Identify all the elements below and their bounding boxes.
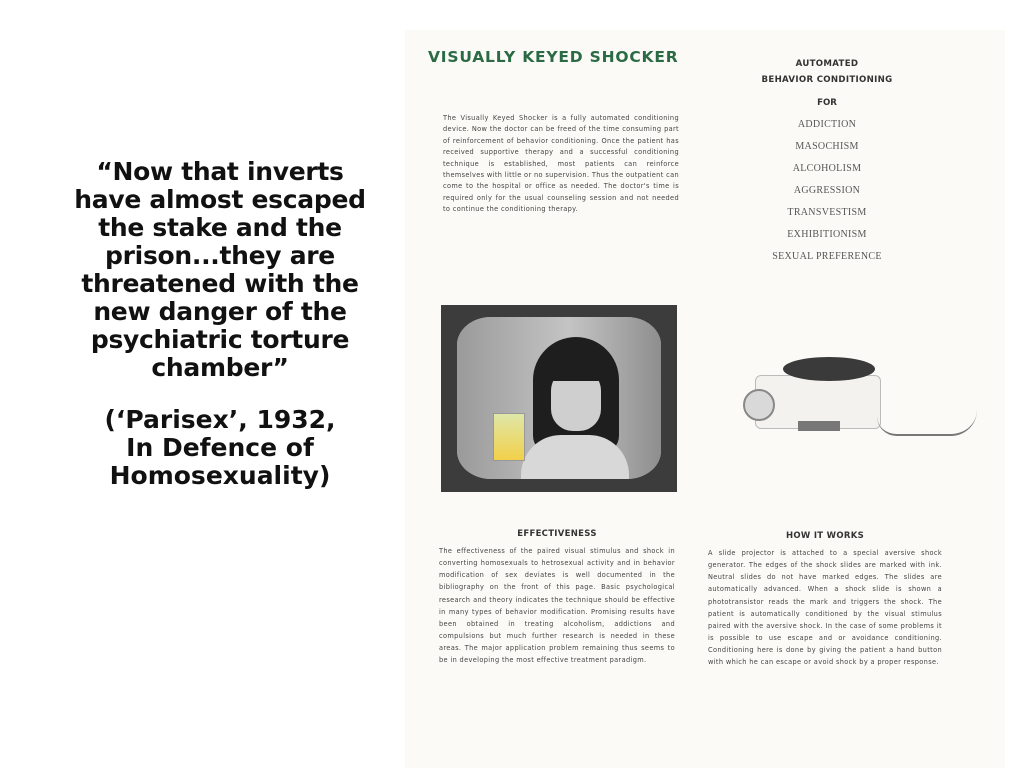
intro-paragraph: The Visually Keyed Shocker is a fully automated conditioning device. Now the doctor can be freed of the time consuming part of reinforcement of behavior conditioning. Once the patient has received supportive therapy and a successful conditioning technique is established, most patients can reinforce themselves with little or no supervision. Thus the outpatient can come to the hospital or office as needed. The doctor's time is required only for the usual counseling session and not needed to continue the conditioning therapy. xyxy=(443,114,679,214)
how-it-works-heading: HOW IT WORKS xyxy=(785,531,865,541)
condition-item: TRANSVESTISM xyxy=(787,207,867,218)
conditions-for-label: FOR xyxy=(817,98,837,108)
condition-item: EXHIBITIONISM xyxy=(787,229,867,240)
how-it-works-body: A slide projector is attached to a special aversive shock generator. The edges of the shock slides are marked with ink. Neutral slides do not have marked edges. The slides are automatically advanced. When a shock slide is shown a phototransistor reads the mark and triggers the shock. The patient is automatically conditioned by the visual stimulus paired with the aversive shock. In the case of some problems it is possible to use escape and or avoidance conditioning. Conditioning here is done by giving the patient a hand button with which he can escape or avoid shock by a proper response. xyxy=(708,549,942,667)
tv-screen xyxy=(457,317,661,479)
conditions-list xyxy=(748,114,906,268)
projector-lens xyxy=(743,389,775,421)
citation-line: In Defence of xyxy=(126,433,314,462)
quote-block xyxy=(60,158,380,490)
conditions-heading-line1: AUTOMATED xyxy=(795,59,859,69)
citation-line: (‘Parisex’, 1932, xyxy=(104,405,336,434)
conditions-panel xyxy=(748,56,906,268)
citation-line: Homosexuality) xyxy=(109,461,331,490)
condition-item: SEXUAL PREFERENCE xyxy=(772,251,882,262)
effectiveness-body: The effectiveness of the paired visual stimulus and shock in converting homosexuals to hetrosexual activity and in behavior modification of sex deviates is well documented in the bibliography on the front of this page. Basic psychological research and theory indicates the technique should be effective in many types of behavior modification. Promising results have been obtained in treating alcoholism, addictions and compulsions but much further research is needed in these areas. The major application problem remaining thus seems to be in developing the most effective treatment paradigm. xyxy=(439,547,675,665)
projector-slide-tray xyxy=(783,357,875,381)
condition-item: ALCOHOLISM xyxy=(792,163,862,174)
condition-item: MASOCHISM xyxy=(795,141,859,152)
woman-bangs xyxy=(547,353,605,381)
effectiveness-section xyxy=(439,529,675,667)
projector-panel xyxy=(798,421,840,431)
quote-text: “Now that inverts have almost escaped the stake and the prison...they are threatened with the new danger of the psychiatric torture chamber” xyxy=(74,157,366,382)
projector-cable xyxy=(877,410,977,436)
condition-item: AGGRESSION xyxy=(793,185,861,196)
quote-citation xyxy=(60,406,380,490)
how-it-works-section xyxy=(708,531,942,669)
brochure-title: VISUALLY KEYED SHOCKER xyxy=(428,48,679,66)
slide-projector-photo xyxy=(743,355,983,445)
conditions-heading-line2: BEHAVIOR CONDITIONING xyxy=(761,75,893,85)
drink-glass xyxy=(493,413,525,461)
tv-screen-photo xyxy=(441,305,677,492)
condition-item: ADDICTION xyxy=(797,119,857,130)
effectiveness-heading: EFFECTIVENESS xyxy=(517,529,597,539)
